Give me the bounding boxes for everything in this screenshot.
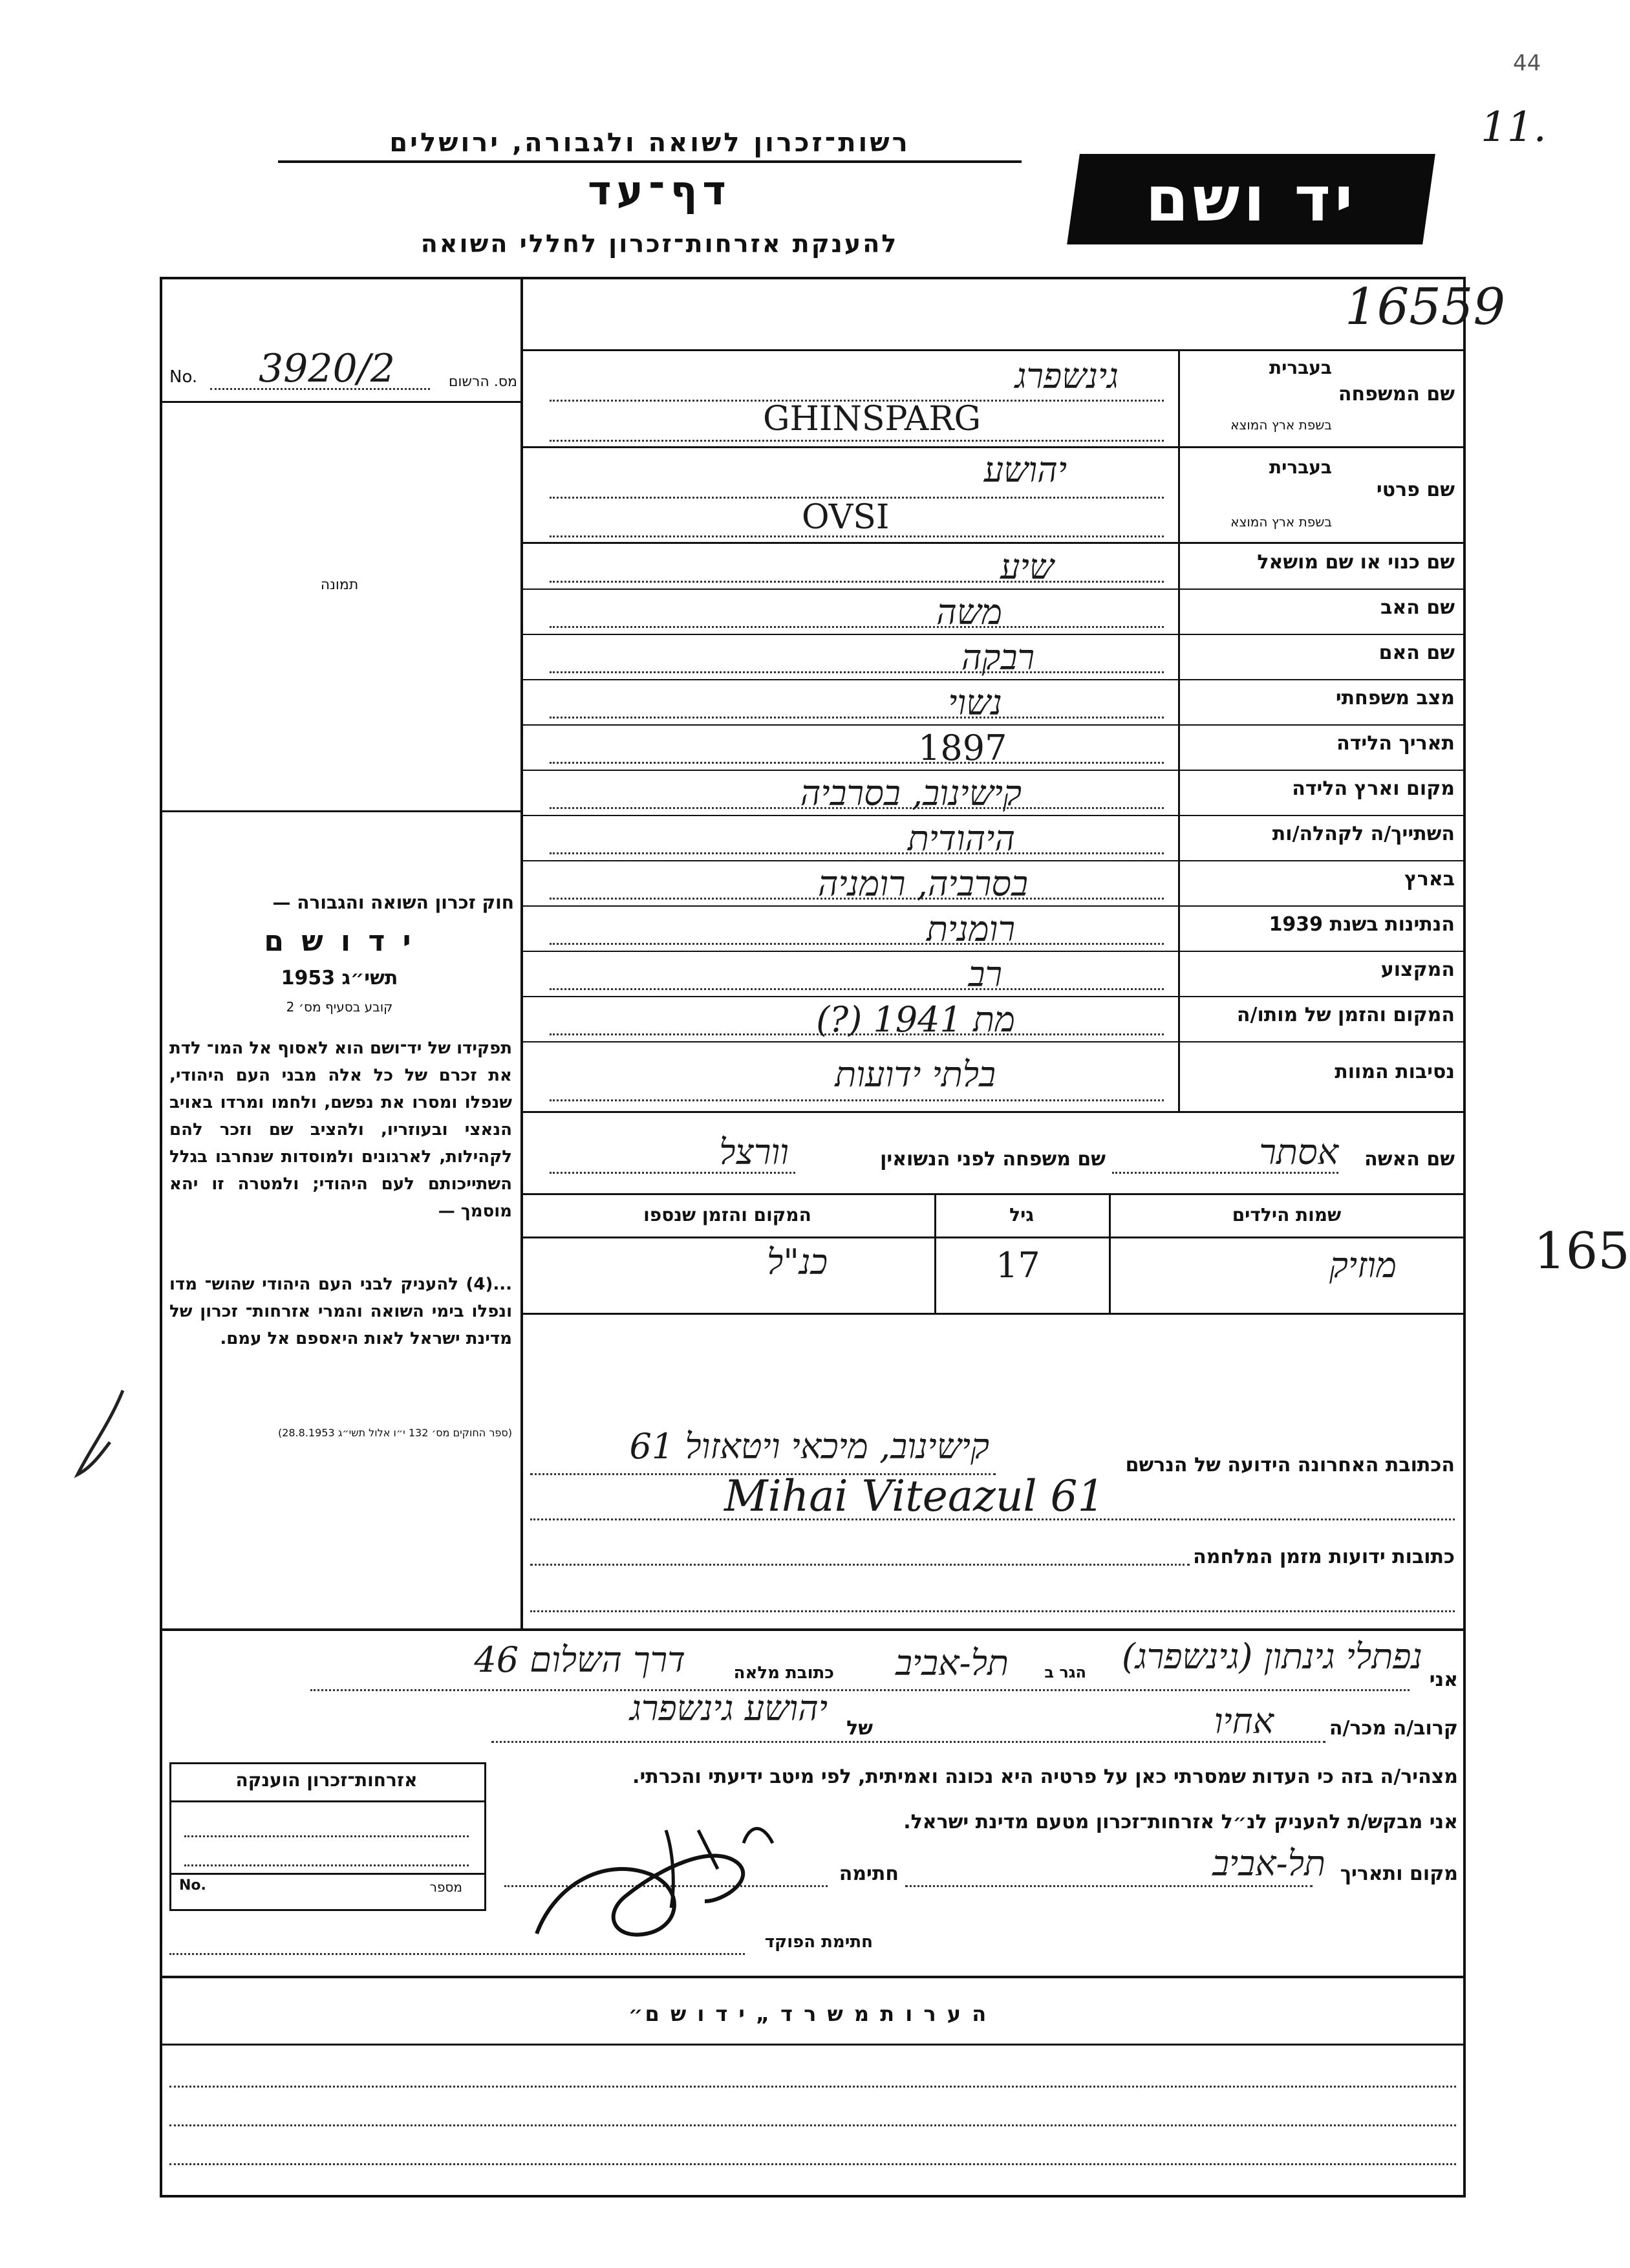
father-label: שם האב xyxy=(1380,596,1455,619)
last-address-label: הכתובת האחרונה הידועה של הנרשם xyxy=(1125,1454,1455,1476)
request-text: אני מבקש/ת להעניק לנ״ל אזרחות־זכרון מטעם מדינת ישראל. xyxy=(903,1811,1458,1833)
form-subtitle: להענקת אזרחות־זכרון לחללי השואה xyxy=(420,230,899,258)
surname-origin-sublabel: בשפת ארץ המוצא xyxy=(1230,417,1332,433)
law-clause: קובע בסעיף מס׳ 2 xyxy=(286,999,393,1015)
signature-label: חתימה xyxy=(839,1863,899,1885)
remarks-heading: ה ע ר ו ת מ ש ר ד „ י ד ו ש ם״ xyxy=(628,2002,989,2026)
relative-label: קרוב/ה מכר/ה xyxy=(1329,1717,1458,1740)
mother-label: שם האם xyxy=(1378,642,1455,664)
handwritten-registration-number: 16559 xyxy=(1345,278,1506,336)
birthdate-label: תאריך הלידה xyxy=(1336,732,1455,755)
birthplace-label: מקום וארץ הלידה xyxy=(1292,777,1455,800)
child-place-value: כנ"ל xyxy=(766,1242,828,1282)
last-address-hebrew-value: קישינוב, מיכאי ויטאזול 61 xyxy=(629,1426,989,1467)
place-date-value: תל-אביב xyxy=(1212,1843,1325,1884)
photo-label: תמונה xyxy=(320,577,359,593)
authority-heading: רשות־זכרון לשואה ולגבורה, ירושלים xyxy=(278,128,1022,163)
surname-hebrew-sublabel: בעברית xyxy=(1269,357,1332,378)
surname-hebrew-value: גינשפרג xyxy=(1014,356,1119,396)
law-paragraph-2: ...(4) להעניק לבני העם היהודי שהוש־ מדו ונפלו בימי השואה והמרי אזרחות־ זכרון של מדינת ישראל לאות היאספם אל עמם. xyxy=(169,1275,512,1348)
registration-number-label: מס. הרשום xyxy=(448,374,517,390)
maiden-label: שם משפחה לפני הנשואין xyxy=(880,1148,1106,1171)
nickname-value: שיע xyxy=(1000,546,1054,587)
margin-number-44: 44 xyxy=(1513,50,1541,76)
child-name-value: מוזיק xyxy=(1329,1245,1397,1286)
death-circumstances-value: בלתי ידועות xyxy=(835,1054,996,1095)
place-date-label: מקום ותאריך xyxy=(1340,1863,1458,1885)
margin-number-11: 11. xyxy=(1481,103,1547,151)
firstname-label: שם פרטי xyxy=(1376,479,1455,501)
law-paragraph-1: תפקידו של יד־ושם הוא לאסוף אל המו־ לדת את זכרם של כל אלה מבני העם היהודי, שנפלו ומסרו את נפשם, ולחמו ומרדו באויב הנאצי ובעוזריו, ולהציב שם וזכר להם לקהילות, לארגונים ולמוסדות שנחרבו בגלל השתייכותם לעם היהודי; ולמטרה זו יהא מוסמך — xyxy=(169,1039,512,1221)
marital-label: מצב משפחתי xyxy=(1335,687,1455,709)
wife-value: אסתר xyxy=(1259,1132,1338,1172)
mother-value: רבקה xyxy=(961,637,1035,678)
citizenship-granted-box xyxy=(169,1762,486,1911)
father-value: משה xyxy=(936,592,1002,632)
margin-pen-mark xyxy=(65,1384,136,1487)
maiden-value: וורצל xyxy=(719,1132,789,1172)
wartime-address-label: כתובות ידועות מזמן המלחמה xyxy=(1193,1546,1455,1568)
law-name: י ד ו ש ם xyxy=(264,925,415,958)
last-address-latin-value: Mihai Viteazul 61 xyxy=(724,1471,1105,1521)
child-age-value: 17 xyxy=(996,1245,1040,1286)
box-no-label: No. xyxy=(179,1877,206,1894)
of-label: של xyxy=(846,1717,873,1740)
law-title: חוק זכרון השואה והגבורה — xyxy=(272,892,514,913)
firstname-origin-sublabel: בשפת ארץ המוצא xyxy=(1230,514,1332,530)
nickname-label: שם כנוי או שם מושאל xyxy=(1257,551,1455,574)
death-circumstances-label: נסיבות המוות xyxy=(1335,1061,1455,1083)
declarant-address-value: דרך השלום 46 xyxy=(474,1639,685,1680)
community-value: היהודית xyxy=(907,818,1015,859)
birthdate-value: 1897 xyxy=(918,728,1007,768)
citizenship-granted-title: אזרחות־זכרון הוענקה xyxy=(235,1769,418,1791)
profession-label: המקצוע xyxy=(1380,958,1455,981)
declarant-resides-label: הגר ב xyxy=(1044,1663,1086,1681)
country-value: בסרביה, רומניה xyxy=(817,863,1028,904)
yad-vashem-logo: יד ושם xyxy=(1067,154,1435,244)
form-title: דף־עד xyxy=(588,167,731,214)
declaration-text: מצהיר/ה בזה כי העדות שמסרתי כאן על פרטיה היא נכונה ואמיתית, לפי מיטב ידיעתי והכרתי. xyxy=(632,1766,1458,1788)
of-value: יהושע גינשפרג xyxy=(630,1688,828,1729)
citizenship-label: הנתינות בשנת 1939 xyxy=(1269,913,1455,936)
declarant-city-value: תל-אביב xyxy=(895,1643,1009,1683)
firstname-origin-value: OVSI xyxy=(802,498,890,537)
children-age-header: גיל xyxy=(1009,1204,1034,1226)
marital-value: נשוי xyxy=(948,682,1002,723)
firstname-hebrew-sublabel: בעברית xyxy=(1269,457,1332,478)
death-place-label: המקום והזמן של מותו/ה xyxy=(1236,1004,1455,1026)
surname-label: שם המשפחה xyxy=(1338,383,1455,405)
box-number-label: מספר xyxy=(429,1879,462,1895)
children-names-header: שמות הילדים xyxy=(1232,1204,1342,1226)
law-source: (ספר החוקים מס׳ 132 י״ו אלול תשי״ג 28.8.1953) xyxy=(277,1427,512,1439)
law-year: תשי״ג 1953 xyxy=(281,967,398,989)
margin-number-165: 165 xyxy=(1534,1222,1630,1280)
children-place-header: המקום והזמן שנספו xyxy=(643,1204,811,1226)
declarant-name-value: נפתלי גינתון (גינשפרג) xyxy=(1121,1636,1422,1677)
declarant-i-label: אני xyxy=(1429,1669,1458,1691)
citizenship-value: רומנית xyxy=(926,909,1015,949)
full-address-label: כתובת מלאה xyxy=(733,1663,834,1683)
registration-number-value: 3920/2 xyxy=(259,346,396,391)
birthplace-value: קישינוב, בסרביה xyxy=(800,773,1022,814)
death-place-value: מת 1941 (?) xyxy=(816,999,1015,1040)
firstname-hebrew-value: יהושע xyxy=(983,449,1067,490)
relation-value: אחיו xyxy=(1214,1701,1274,1742)
no-label: No. xyxy=(169,367,198,387)
wife-label: שם האשה xyxy=(1364,1148,1455,1171)
country-label: בארץ xyxy=(1404,868,1455,891)
profession-value: רב xyxy=(968,954,1002,995)
surname-origin-value: GHINSPARG xyxy=(763,400,981,438)
officer-signature-label: חתימת הפוקד xyxy=(764,1932,873,1952)
handwritten-signature xyxy=(517,1804,789,1972)
community-label: השתייך/ה לקהלה/ות xyxy=(1272,823,1455,845)
